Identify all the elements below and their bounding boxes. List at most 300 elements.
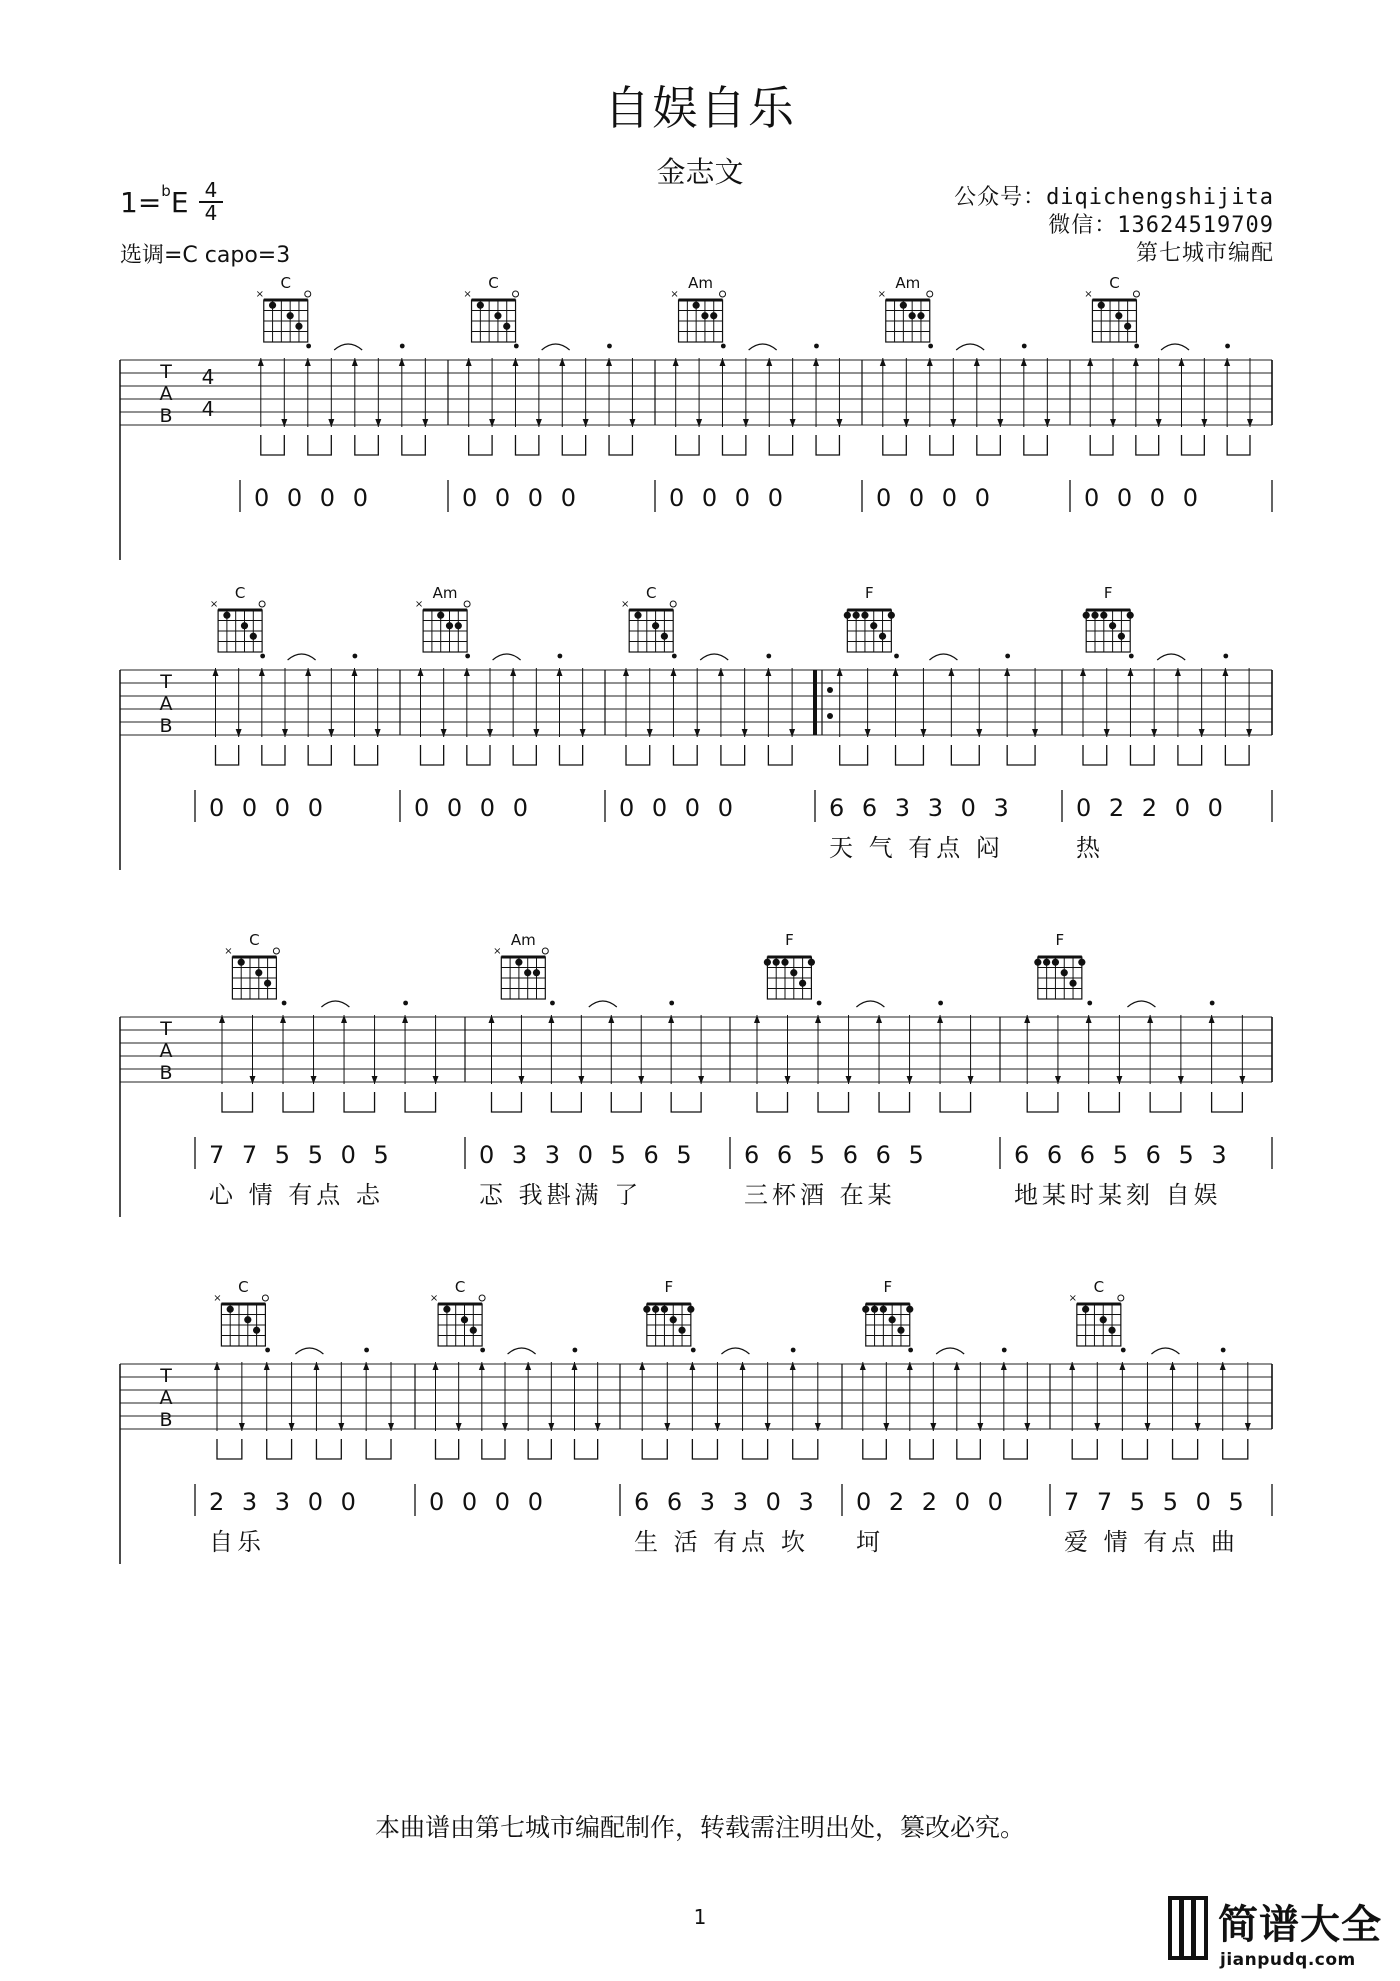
strum-up-arrow <box>1024 1015 1030 1023</box>
strum-up-arrow <box>673 358 679 366</box>
chord-name-2-0: C <box>249 931 260 949</box>
chord-finger-dot <box>687 1306 694 1313</box>
chord-finger-dot <box>897 1327 904 1334</box>
strum-up-arrow <box>399 358 405 366</box>
strum-up-arrow <box>790 1362 796 1370</box>
tab-clef-letter: T <box>160 671 172 693</box>
chord-finger-dot <box>889 1316 896 1323</box>
strum-up-arrow <box>893 668 899 676</box>
rhythm-beam <box>769 435 792 455</box>
chord-finger-dot <box>670 1316 677 1323</box>
strum-down-arrow <box>289 1423 295 1431</box>
rhythm-beam <box>354 745 377 765</box>
strum-down-arrow <box>1144 1423 1150 1431</box>
dot-mark <box>558 654 563 659</box>
lyric-text-1-4: 热 <box>1076 834 1104 862</box>
time-denominator: 4 <box>204 201 218 225</box>
rhythm-beam <box>574 1439 597 1459</box>
dot-mark <box>908 1348 913 1353</box>
lyric-text-2-2: 三杯酒 在某 <box>744 1181 896 1209</box>
strum-up-arrow <box>1021 358 1027 366</box>
rhythm-beam <box>1122 1439 1147 1459</box>
rhythm-beam <box>267 1439 292 1459</box>
key-prefix: 1= <box>120 186 162 219</box>
strum-up-arrow <box>219 1015 225 1023</box>
jianpu-notes-2-1: 0 3 3 0 5 6 5 <box>479 1141 697 1169</box>
tie-mark <box>542 344 570 350</box>
strum-up-arrow <box>341 1015 347 1023</box>
chord-finger-dot <box>503 323 510 330</box>
strum-up-arrow <box>433 1362 439 1370</box>
chord-finger-dot <box>880 1306 887 1313</box>
strum-up-arrow <box>313 1362 319 1370</box>
muted-string-icon: × <box>429 1293 439 1304</box>
strum-down-arrow <box>638 1076 644 1084</box>
tie-mark <box>749 344 777 350</box>
chord-finger-dot <box>1061 969 1068 976</box>
chord-name-0-4: C <box>1109 274 1120 292</box>
dot-mark <box>306 344 311 349</box>
dot-mark <box>672 654 677 659</box>
strum-up-arrow <box>927 358 933 366</box>
rhythm-beam <box>743 1439 768 1459</box>
strum-up-arrow <box>466 358 472 366</box>
chord-finger-dot <box>661 1306 668 1313</box>
rhythm-beam <box>261 435 285 455</box>
tie-mark <box>295 1348 323 1354</box>
rhythm-beam <box>308 745 331 765</box>
chord-finger-dot <box>1083 612 1090 619</box>
brand-url: jianpudq.com <box>1220 1950 1356 1970</box>
dot-mark <box>480 1348 485 1353</box>
dot-mark <box>894 654 899 659</box>
chord-finger-dot <box>652 1306 659 1313</box>
rhythm-beam <box>469 435 492 455</box>
open-string-icon <box>262 1295 268 1301</box>
strum-down-arrow <box>790 419 796 427</box>
rhythm-beam <box>671 1092 701 1112</box>
muted-string-icon: × <box>224 946 233 957</box>
strum-down-arrow <box>920 729 926 737</box>
chord-finger-dot <box>1109 622 1116 629</box>
wechat-public-account: 公众号：diqichengshijita <box>954 185 1274 210</box>
dot-mark <box>265 1348 270 1353</box>
jianpu-notes-1-4: 0 2 2 0 0 <box>1076 794 1228 822</box>
dot-mark <box>364 1348 369 1353</box>
chord-finger-dot <box>269 302 276 309</box>
strum-up-arrow <box>860 1362 866 1370</box>
chord-name-2-2: F <box>785 931 794 949</box>
jianpu-notes-0-4: 0 0 0 0 <box>1084 484 1203 512</box>
strum-up-arrow <box>479 1362 485 1370</box>
muted-string-icon: × <box>414 599 424 610</box>
dot-mark <box>1121 1348 1126 1353</box>
tie-mark <box>321 1001 349 1007</box>
chord-name-0-0: C <box>280 274 292 292</box>
strum-up-arrow <box>213 668 219 676</box>
rhythm-beam <box>863 1439 887 1459</box>
strum-up-arrow <box>214 1362 220 1370</box>
strum-down-arrow <box>236 729 242 737</box>
strum-down-arrow <box>375 419 381 427</box>
chord-finger-dot <box>799 980 806 987</box>
chord-finger-dot <box>853 612 860 619</box>
chord-finger-dot <box>871 1306 878 1313</box>
chord-finger-dot <box>244 1316 251 1323</box>
rhythm-beam <box>1007 745 1035 765</box>
strum-down-arrow <box>789 729 795 737</box>
jianpu-notes-1-2: 0 0 0 0 <box>619 794 738 822</box>
rhythm-beam <box>559 745 582 765</box>
strum-up-arrow <box>754 1015 760 1023</box>
strum-down-arrow <box>595 1423 601 1431</box>
chord-name-3-1: C <box>454 1278 466 1296</box>
tab-clef-letter: T <box>160 361 172 383</box>
dot-mark <box>1221 1348 1226 1353</box>
muted-string-icon: × <box>209 599 219 610</box>
chord-name-0-2: Am <box>688 274 713 292</box>
chord-finger-dot <box>1127 612 1134 619</box>
rhythm-beam <box>283 1092 314 1112</box>
strum-up-arrow <box>1209 1015 1215 1023</box>
strum-down-arrow <box>328 729 334 737</box>
tie-mark <box>936 1348 964 1354</box>
chord-finger-dot <box>470 1327 477 1334</box>
chord-finger-dot <box>661 633 668 640</box>
strum-down-arrow <box>1178 1076 1184 1084</box>
tie-mark <box>700 654 728 660</box>
strum-up-arrow <box>670 668 676 676</box>
strum-up-arrow <box>668 1015 674 1023</box>
lyric-text-3-2: 生 活 有点 坎 <box>634 1528 809 1556</box>
strum-down-arrow <box>930 1423 936 1431</box>
arranger-credit: 第七城市编配 <box>1135 241 1274 266</box>
chord-name-3-3: F <box>883 1278 893 1296</box>
dot-mark <box>282 1001 287 1006</box>
chord-finger-dot <box>477 302 484 309</box>
jianpu-notes-3-2: 6 6 3 3 0 3 <box>634 1488 819 1516</box>
chord-finger-dot <box>917 312 924 319</box>
strum-up-arrow <box>1080 668 1086 676</box>
page-number: 1 <box>693 1905 707 1929</box>
open-string-icon <box>1133 291 1139 297</box>
rhythm-beam <box>551 1092 581 1112</box>
strum-up-arrow <box>813 358 819 366</box>
strum-down-arrow <box>502 1423 508 1431</box>
rhythm-beam <box>366 1439 391 1459</box>
chord-name-1-0: C <box>234 584 246 602</box>
strum-up-arrow <box>1133 358 1139 366</box>
rhythm-beam <box>977 435 1001 455</box>
chord-name-2-3: F <box>1055 931 1065 949</box>
dot-mark <box>353 654 358 659</box>
strum-down-arrow <box>785 1076 791 1084</box>
strum-up-arrow <box>1087 358 1093 366</box>
chord-finger-dot <box>295 323 302 330</box>
rhythm-beam <box>222 1092 253 1112</box>
open-string-icon <box>542 948 548 954</box>
rhythm-beam <box>421 745 444 765</box>
dot-mark <box>1225 344 1230 349</box>
strum-up-arrow <box>1004 668 1010 676</box>
dot-mark <box>669 1001 674 1006</box>
muted-string-icon: × <box>213 1293 222 1304</box>
chord-finger-dot <box>861 612 868 619</box>
strum-down-arrow <box>976 729 982 737</box>
strum-up-arrow <box>1224 358 1230 366</box>
rhythm-beam <box>957 1439 981 1459</box>
strum-down-arrow <box>1094 1423 1100 1431</box>
strum-up-arrow <box>954 1362 960 1370</box>
strum-up-arrow <box>259 668 265 676</box>
jianpu-notes-3-3: 0 2 2 0 0 <box>856 1488 1008 1516</box>
jianpu-notes-2-3: 6 6 6 5 6 5 3 <box>1014 1141 1232 1169</box>
chord-finger-dot <box>906 1306 913 1313</box>
strum-up-arrow <box>556 668 562 676</box>
chord-finger-dot <box>1100 1316 1107 1323</box>
jianpu-notes-2-2: 6 6 5 6 6 5 <box>744 1141 929 1169</box>
dot-mark <box>938 1001 943 1006</box>
strum-up-arrow <box>608 1015 614 1023</box>
strum-down-arrow <box>694 729 700 737</box>
open-string-icon <box>479 1295 485 1301</box>
muted-string-icon: × <box>621 599 630 610</box>
piano-logo-icon <box>1168 1896 1208 1960</box>
strum-up-arrow <box>1222 668 1228 676</box>
chord-finger-dot <box>227 1306 234 1313</box>
strum-down-arrow <box>441 729 447 737</box>
rhythm-beam <box>930 435 954 455</box>
rhythm-beam <box>818 1092 849 1112</box>
dot-mark <box>465 654 470 659</box>
rhythm-beam <box>1227 435 1250 455</box>
rhythm-beam <box>467 745 490 765</box>
chord-finger-dot <box>1108 1327 1115 1334</box>
rhythm-beam <box>1004 1439 1028 1459</box>
chord-finger-dot <box>223 612 230 619</box>
chord-finger-dot <box>443 1306 450 1313</box>
rhythm-beam <box>722 435 745 455</box>
chord-name-2-1: Am <box>510 931 536 949</box>
dot-mark <box>691 1348 696 1353</box>
tab-clef-letter: A <box>159 383 173 405</box>
strum-up-arrow <box>1001 1362 1007 1370</box>
jianpu-notes-3-1: 0 0 0 0 <box>429 1488 548 1516</box>
strum-down-arrow <box>1116 1076 1122 1084</box>
strum-up-arrow <box>464 668 470 676</box>
strum-down-arrow <box>903 419 909 427</box>
tie-mark <box>856 1001 884 1007</box>
chord-finger-dot <box>909 312 916 319</box>
strum-down-arrow <box>1044 419 1050 427</box>
tie-mark <box>288 654 316 660</box>
rhythm-beam <box>768 745 792 765</box>
strum-down-arrow <box>1199 729 1205 737</box>
rhythm-beam <box>951 745 979 765</box>
chord-finger-dot <box>515 959 522 966</box>
chord-finger-dot <box>643 1306 650 1313</box>
chord-finger-dot <box>255 969 262 976</box>
chord-name-3-2: F <box>664 1278 674 1296</box>
rhythm-beam <box>609 435 632 455</box>
strum-up-arrow <box>258 358 264 366</box>
dot-mark <box>1087 1001 1092 1006</box>
tab-clef-letter: T <box>160 1018 172 1040</box>
chord-finger-dot <box>287 312 294 319</box>
strum-down-arrow <box>281 419 287 427</box>
muted-string-icon: × <box>1068 1293 1078 1304</box>
strum-down-arrow <box>865 729 871 737</box>
strum-up-arrow <box>948 668 954 676</box>
muted-string-icon: × <box>255 289 264 300</box>
open-string-icon <box>927 291 933 297</box>
strum-down-arrow <box>968 1076 974 1084</box>
dot-mark <box>791 1348 796 1353</box>
rhythm-beam <box>316 1439 341 1459</box>
strum-down-arrow <box>1032 729 1038 737</box>
dot-mark <box>814 344 819 349</box>
strum-up-arrow <box>1147 1015 1153 1023</box>
chord-finger-dot <box>844 612 851 619</box>
jianpu-notes-1-1: 0 0 0 0 <box>414 794 533 822</box>
rhythm-beam <box>1173 1439 1198 1459</box>
repeat-dot <box>827 713 833 719</box>
strum-down-arrow <box>372 1076 378 1084</box>
strum-up-arrow <box>766 358 772 366</box>
strum-down-arrow <box>1104 729 1110 737</box>
strum-down-arrow <box>338 1423 344 1431</box>
strum-up-arrow <box>1179 358 1185 366</box>
strum-up-arrow <box>623 668 629 676</box>
jianpu-notes-0-0: 0 0 0 0 <box>254 484 373 512</box>
strum-down-arrow <box>815 1423 821 1431</box>
chord-finger-dot <box>862 1306 869 1313</box>
muted-string-icon: × <box>493 946 502 957</box>
jianpu-notes-2-0: 7 7 5 5 0 5 <box>209 1141 394 1169</box>
rhythm-beam <box>562 435 585 455</box>
jianpu-notes-0-2: 0 0 0 0 <box>669 484 788 512</box>
strum-up-arrow <box>305 668 311 676</box>
rhythm-beam <box>355 435 379 455</box>
strum-up-arrow <box>352 358 358 366</box>
rhythm-beam <box>626 745 650 765</box>
strum-down-arrow <box>1201 419 1207 427</box>
chord-finger-dot <box>701 312 708 319</box>
strum-up-arrow <box>559 358 565 366</box>
tie-mark <box>721 1348 749 1354</box>
chord-name-1-3: F <box>865 584 874 602</box>
rhythm-beam <box>1130 745 1154 765</box>
jianpu-notes-0-3: 0 0 0 0 <box>876 484 995 512</box>
chord-finger-dot <box>790 969 797 976</box>
chord-finger-dot <box>764 959 771 966</box>
strum-down-arrow <box>629 419 635 427</box>
rhythm-beam <box>896 745 924 765</box>
strum-down-arrow <box>765 1423 771 1431</box>
strum-down-arrow <box>578 1076 584 1084</box>
dot-mark <box>766 654 771 659</box>
tab-clef-letter: A <box>159 693 173 715</box>
rhythm-beam <box>676 435 699 455</box>
strum-up-arrow <box>351 668 357 676</box>
strum-up-arrow <box>718 668 724 676</box>
song-title: 自娱自乐 <box>604 81 796 135</box>
strum-up-arrow <box>1127 668 1133 676</box>
chord-finger-dot <box>781 959 788 966</box>
strum-down-arrow <box>422 419 428 427</box>
strum-down-arrow <box>977 1423 983 1431</box>
chord-finger-dot <box>461 1316 468 1323</box>
rhythm-beam <box>436 1439 459 1459</box>
open-string-icon <box>305 291 311 297</box>
chord-name-0-1: C <box>488 274 499 292</box>
strum-down-arrow <box>647 729 653 737</box>
rhythm-beam <box>1182 435 1205 455</box>
chord-finger-dot <box>253 1327 260 1334</box>
strum-down-arrow <box>583 419 589 427</box>
strum-down-arrow <box>1110 419 1116 427</box>
strum-down-arrow <box>997 419 1003 427</box>
tie-mark <box>1151 1348 1179 1354</box>
strum-down-arrow <box>696 419 702 427</box>
lyric-text-1-3: 天 气 有点 闷 <box>829 834 1004 862</box>
strum-down-arrow <box>375 729 381 737</box>
copyright-notice: 本曲谱由第七城市编配制作，转载需注明出处，篡改必究。 <box>374 1813 1025 1842</box>
chord-finger-dot <box>1118 633 1125 640</box>
chord-finger-dot <box>238 959 245 966</box>
strum-down-arrow <box>664 1423 670 1431</box>
strum-down-arrow <box>836 419 842 427</box>
strum-up-arrow <box>837 668 843 676</box>
strum-down-arrow <box>846 1076 852 1084</box>
strum-down-arrow <box>282 729 288 737</box>
chord-finger-dot <box>634 612 641 619</box>
rhythm-beam <box>1083 745 1107 765</box>
chord-finger-dot <box>1052 959 1059 966</box>
rhythm-beam <box>910 1439 934 1459</box>
jianpu-notes-1-3: 6 6 3 3 0 3 <box>829 794 1014 822</box>
tie-mark <box>929 654 957 660</box>
muted-string-icon: × <box>877 289 886 300</box>
tab-clef-letter: A <box>159 1040 173 1062</box>
strum-up-arrow <box>402 1015 408 1023</box>
open-string-icon <box>513 291 519 297</box>
chord-finger-dot <box>437 612 444 619</box>
open-string-icon <box>1118 1295 1124 1301</box>
chord-finger-dot <box>678 1327 685 1334</box>
rhythm-beam <box>217 1439 242 1459</box>
tab-time-bottom: 4 <box>201 397 215 421</box>
strum-down-arrow <box>1245 1423 1251 1431</box>
strum-down-arrow <box>698 1076 704 1084</box>
open-string-icon <box>720 291 726 297</box>
strum-down-arrow <box>518 1076 524 1084</box>
tab-clef-letter: B <box>159 405 173 427</box>
muted-string-icon: × <box>1084 289 1093 300</box>
dot-mark <box>1022 344 1027 349</box>
strum-up-arrow <box>489 1015 495 1023</box>
time-numerator: 4 <box>199 180 223 203</box>
chord-finger-dot <box>1098 302 1105 309</box>
dot-mark <box>514 344 519 349</box>
rhythm-beam <box>402 435 426 455</box>
strum-down-arrow <box>1156 419 1162 427</box>
strum-up-arrow <box>880 358 886 366</box>
dot-mark <box>721 344 726 349</box>
strum-up-arrow <box>548 1015 554 1023</box>
strum-up-arrow <box>876 1015 882 1023</box>
rhythm-beam <box>1027 1092 1058 1112</box>
